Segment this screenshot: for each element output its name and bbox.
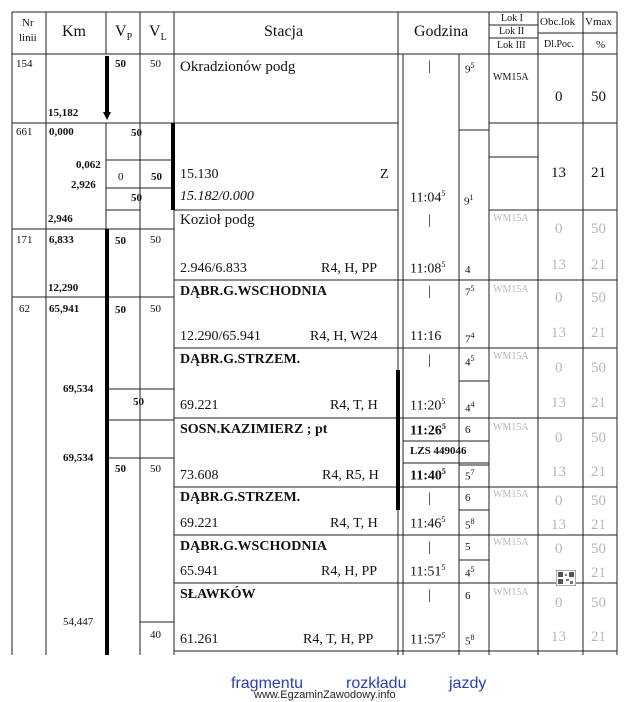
obc-value: 0 — [555, 221, 563, 237]
obc-value: 13 — [551, 257, 566, 273]
lok-type: WM15A — [493, 422, 529, 433]
speed-vp: 0 — [118, 171, 124, 183]
km-value: 69,534 — [63, 383, 94, 395]
vmax-value: 21 — [591, 565, 606, 581]
vmax-value: 50 — [591, 595, 606, 611]
minutes: $7^4$ — [465, 331, 475, 346]
speed-vl: 50 — [150, 303, 161, 315]
station-mark: Z — [380, 167, 389, 182]
station-km: 15.130 — [180, 167, 219, 182]
obc-value: 0 — [555, 595, 563, 611]
obc-value: 13 — [551, 165, 566, 181]
pass-mark: | — [428, 59, 431, 74]
source-url[interactable]: www.EgzaminZawodowy.info — [254, 689, 396, 701]
minutes: $9^5$ — [465, 61, 475, 76]
km-value: 2,926 — [71, 179, 96, 191]
minutes: $5^8$ — [465, 517, 475, 532]
speed-vl: 50 — [150, 58, 161, 70]
station-km: 69.221 — [180, 398, 219, 413]
km-value: 54,447 — [63, 616, 94, 628]
station-codes: R4, T, H — [330, 398, 378, 413]
arrival-time: $11:26^5$ — [410, 422, 446, 439]
lok-type: WM15A — [493, 72, 529, 83]
station-name: DĄBR.G.WSCHODNIA — [180, 284, 328, 299]
lok-type: WM15A — [493, 587, 529, 598]
station-km-italic: 15.182/0.000 — [180, 189, 254, 204]
minutes: $5^7$ — [465, 468, 475, 483]
obc-value: 0 — [555, 493, 563, 509]
lok-type: WM15A — [493, 351, 529, 362]
speed-vp: 50 — [115, 304, 126, 316]
minutes: 6 — [465, 424, 471, 436]
departure-time: $11:20^5$ — [410, 397, 446, 414]
header-lok2: Lok II — [499, 26, 525, 37]
header-vl: $V_L$ — [149, 23, 167, 44]
station-codes: R4, H, W24 — [310, 329, 378, 344]
station-km: 73.608 — [180, 468, 219, 483]
vmax-value: 21 — [591, 464, 606, 480]
km-value: 0,000 — [49, 126, 74, 138]
speed-merged: 50 — [133, 396, 144, 408]
km-value: 12,290 — [48, 282, 79, 294]
speed-vp: 50 — [115, 58, 126, 70]
pass-mark: | — [428, 588, 431, 603]
station-name: DĄBR.G.STRZEM. — [180, 352, 301, 367]
station-km: 69.221 — [180, 516, 219, 531]
header-vmax: Vmax — [585, 16, 612, 28]
station-name: SŁAWKÓW — [180, 587, 256, 602]
minutes: 4 — [465, 264, 471, 276]
header-godzina: Godzina — [414, 23, 469, 40]
departure-time: $11:57^5$ — [410, 631, 446, 648]
nr-linii: 171 — [16, 234, 33, 246]
obc-value: 13 — [551, 629, 566, 645]
speed-vl: 50 — [150, 463, 161, 475]
vmax-value: 21 — [591, 629, 606, 645]
departure-time: 11:16 — [410, 329, 442, 344]
header-vp: $V_P$ — [115, 23, 133, 44]
departure-time: $11:04^5$ — [410, 189, 446, 206]
obc-value: 0 — [555, 360, 563, 376]
nr-linii: 62 — [19, 303, 30, 315]
speed-vp: 50 — [115, 235, 126, 247]
station-km: 12.290/65.941 — [180, 329, 261, 344]
vmax-value: 50 — [591, 360, 606, 376]
speed-vl: 50 — [150, 234, 161, 246]
station-name: SOSN.KAZIMIERZ ; pt — [180, 422, 328, 437]
lok-type: WM15A — [493, 284, 529, 295]
departure-time: $11:08^5$ — [410, 260, 446, 277]
obc-value: 13 — [551, 464, 566, 480]
qr-code-icon — [556, 570, 576, 586]
departure-time: $11:51^5$ — [410, 563, 446, 580]
minutes: $5^8$ — [465, 633, 475, 648]
header-dlpoc: Dl.Poc. — [544, 39, 574, 50]
obc-value: 13 — [551, 395, 566, 411]
vmax-value: 50 — [591, 541, 606, 557]
pass-mark: | — [428, 213, 431, 228]
minutes: 6 — [465, 590, 471, 602]
lok-type: WM15A — [493, 213, 529, 224]
vmax-value: 50 — [591, 493, 606, 509]
vmax-value: 21 — [591, 165, 606, 181]
km-value: 2,946 — [48, 213, 73, 225]
nr-linii: 661 — [16, 126, 33, 138]
station-km: 65.941 — [180, 564, 219, 579]
km-value: 0,062 — [76, 159, 101, 171]
km-value: 69,534 — [63, 452, 94, 464]
obc-value: 0 — [555, 541, 563, 557]
vmax-value: 21 — [591, 325, 606, 341]
obc-value: 0 — [555, 89, 563, 105]
header-obc: Obc.lok — [540, 16, 576, 28]
lzs-code: LZS 449046 — [410, 445, 467, 457]
nr-linii: 154 — [16, 58, 33, 70]
departure-time: $11:46^5$ — [410, 515, 446, 532]
vmax-value: 21 — [591, 517, 606, 533]
speed-merged: 50 — [131, 192, 142, 204]
km-value: 65,941 — [49, 303, 80, 315]
minutes: $4^5$ — [465, 565, 475, 580]
obc-value: 13 — [551, 517, 566, 533]
header-stacja: Stacja — [264, 23, 304, 40]
obc-value: 0 — [555, 290, 563, 306]
minutes: $9^1$ — [464, 193, 474, 208]
station-codes: R4, H, PP — [321, 564, 378, 579]
speed-merged: 50 — [131, 127, 142, 139]
obc-value: 0 — [555, 430, 563, 446]
station-name: Kozioł podg — [180, 212, 255, 228]
pass-mark: | — [428, 284, 431, 299]
vmax-value: 21 — [591, 257, 606, 273]
pass-mark: | — [428, 491, 431, 506]
vmax-value: 50 — [591, 430, 606, 446]
km-value: 15,182 — [48, 107, 79, 119]
lok-type: WM15A — [493, 489, 529, 500]
speed-vp: 50 — [115, 463, 126, 475]
minutes: 6 — [465, 492, 471, 504]
speed-vl: 50 — [151, 171, 162, 183]
vmax-value: 50 — [591, 89, 606, 105]
caption-word-3: jazdy — [449, 675, 487, 692]
header-nr: Nr — [22, 17, 34, 29]
station-codes: R4, H, PP — [321, 261, 378, 276]
vmax-value: 21 — [591, 395, 606, 411]
km-value: 6,833 — [49, 234, 74, 246]
minutes: 5 — [465, 541, 471, 553]
lok-type: WM15A — [493, 537, 529, 548]
station-codes: R4, T, H, PP — [303, 632, 374, 647]
speed-vl: 40 — [150, 629, 161, 641]
minutes: $7^5$ — [465, 284, 475, 299]
minutes: $4^5$ — [465, 354, 475, 369]
caption-word-2: rozkładu — [346, 675, 407, 692]
vmax-value: 50 — [591, 290, 606, 306]
station-codes: R4, R5, H — [322, 468, 379, 483]
caption-word-1: fragmentu — [231, 675, 304, 692]
pass-mark: | — [428, 353, 431, 368]
header-linii: linii — [19, 32, 37, 44]
header-km: Km — [62, 23, 86, 40]
station-name: DĄBR.G.STRZEM. — [180, 490, 301, 505]
station-codes: R4, T, H — [330, 516, 378, 531]
pass-mark: | — [428, 540, 431, 555]
vmax-value: 50 — [591, 221, 606, 237]
obc-value: 13 — [551, 325, 566, 341]
station-name: Okradzionów podg — [180, 59, 296, 75]
station-km: 2.946/6.833 — [180, 261, 247, 276]
header-pct: % — [596, 39, 606, 51]
station-name: DĄBR.G.WSCHODNIA — [180, 539, 328, 554]
header-lok3: Lok III — [497, 40, 526, 51]
departure-time: $11:40^5$ — [410, 467, 446, 484]
minutes: $4^4$ — [465, 400, 475, 415]
header-lok1: Lok I — [501, 13, 523, 24]
station-km: 61.261 — [180, 632, 219, 647]
